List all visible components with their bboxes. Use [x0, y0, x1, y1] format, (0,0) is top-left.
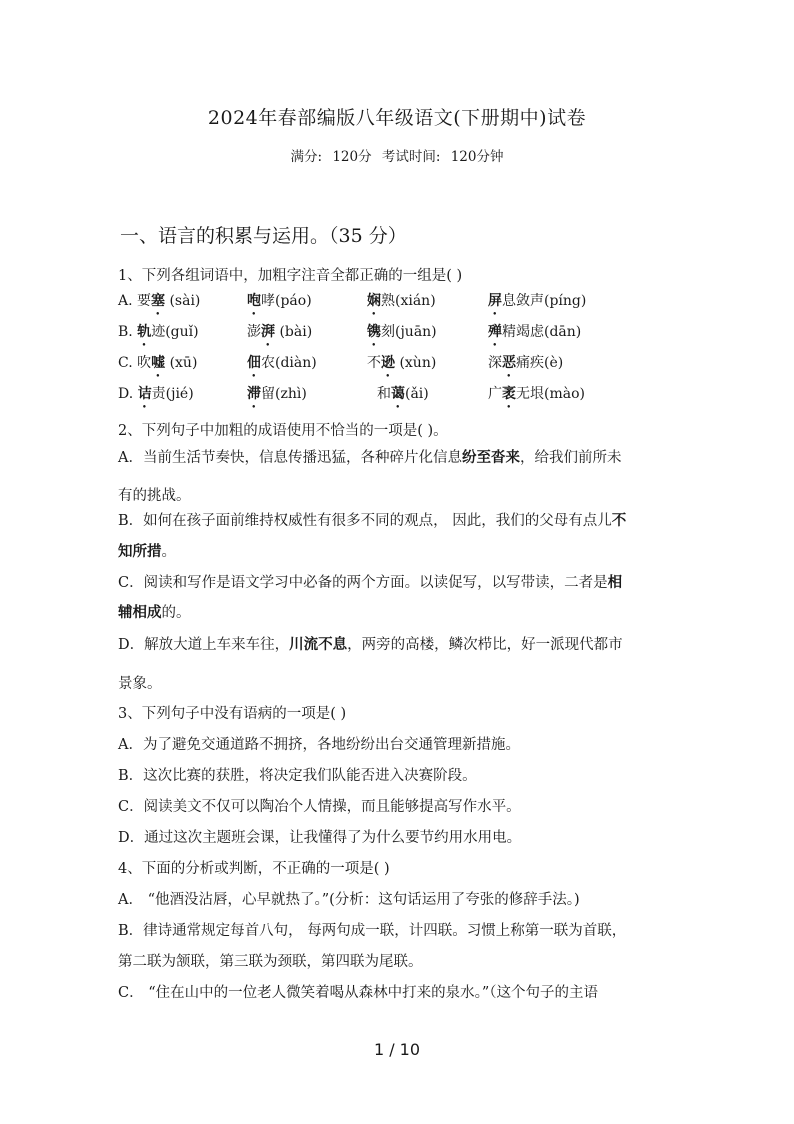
q1-row-b-item2: 澎湃 (bài): [247, 324, 313, 340]
q2-option-a-line2: 有的挑战。: [118, 488, 191, 504]
section-heading: 一、语言的积累与运用。（35 分）: [120, 225, 407, 247]
q1-row-d-item2: 滞留(zhì): [247, 386, 307, 402]
q1-row-c-item2: 佃农(diàn): [247, 355, 317, 371]
q1-row-b-item4: 殚精竭虑(dān): [488, 324, 582, 340]
q1-row-c-item1: C. 吹嘘 (xū): [118, 355, 198, 371]
q1-row-a-item4: 屏息敛声(píng): [488, 293, 587, 309]
q2-option-d-line1: D．解放大道上车来车往，川流不息，两旁的高楼，鳞次栉比，好一派现代都市: [118, 636, 623, 653]
q4-option-b-line1: B．律诗通常规定每首八句， 每两句成一联，计四联。习惯上称第一联为首联，: [118, 923, 627, 939]
q1-row-c-item3: 不逊 (xùn): [367, 355, 437, 371]
q1-row-d-item1: D. 诘责(jié): [118, 386, 194, 402]
q2-option-b-line1: B．如何在孩子面前维持权威性有很多不同的观点， 因此，我们的父母有点儿不: [118, 512, 627, 529]
q1-stem: 1、下列各组词语中，加粗字注音全都正确的一组是( ): [118, 268, 463, 284]
q3-stem: 3、下列句子中没有语病的一项是( ): [118, 706, 347, 722]
q2-option-d-line2: 景象。: [118, 676, 162, 692]
q1-row-c-item4: 深恶痛疾(è): [488, 355, 564, 371]
q3-option-b: B．这次比赛的获胜，将决定我们队能否进入决赛阶段。: [118, 768, 477, 784]
q4-option-a: A． “他酒没沾唇，心早就热了。”(分析：这句话运用了夸张的修辞手法。): [118, 892, 580, 908]
q1-row-d-item3: 和蔼(ǎi): [377, 386, 429, 402]
q4-option-b-line2: 第二联为颔联，第三联为颈联，第四联为尾联。: [118, 954, 423, 970]
q1-row-a-item3: 娴熟(xián): [367, 293, 436, 309]
q3-option-a: A．为了避免交通道路不拥挤，各地纷纷出台交通管理新措施。: [118, 737, 520, 753]
q1-row-a-item1: A. 要塞 (sài): [118, 293, 201, 309]
q1-row-d-item4: 广袤无垠(mào): [488, 386, 585, 402]
q3-option-c: C．阅读美文不仅可以陶冶个人情操，而且能够提高写作水平。: [118, 799, 521, 815]
q1-row-b-item3: 镌刻(juān): [367, 324, 437, 340]
q1-row-a-item2: 咆哮(páo): [247, 293, 312, 309]
exam-title: 2024年春部编版八年级语文(下册期中)试卷: [207, 107, 587, 129]
q1-row-b-item1: B. 轨迹(guǐ): [118, 324, 199, 340]
q2-option-c-line1: C．阅读和写作是语文学习中必备的两个方面。以读促写，以写带读，二者是相: [118, 574, 623, 591]
exam-subtitle: 满分: 120分 考试时间: 120分钟: [290, 149, 504, 165]
q4-option-c-line1: C． “住在山中的一位老人微笑着喝从森林中打来的泉水。”（这个句子的主语: [118, 985, 599, 1001]
q4-stem: 4、下面的分析或判断，不正确的一项是( ): [118, 861, 390, 877]
q2-option-a-line1: A．当前生活节奏快，信息传播迅猛，各种碎片化信息纷至沓来，给我们前所未: [118, 449, 622, 466]
q2-option-b-line2: 知所措。: [118, 543, 176, 560]
q2-option-c-line2: 辅相成的。: [118, 604, 191, 621]
q2-stem: 2、下列句子中加粗的成语使用不恰当的一项是( )。: [118, 423, 448, 439]
q3-option-d: D．通过这次主题班会课，让我懂得了为什么要节约用水用电。: [118, 830, 522, 846]
page-number: 1 / 10: [373, 1040, 421, 1059]
